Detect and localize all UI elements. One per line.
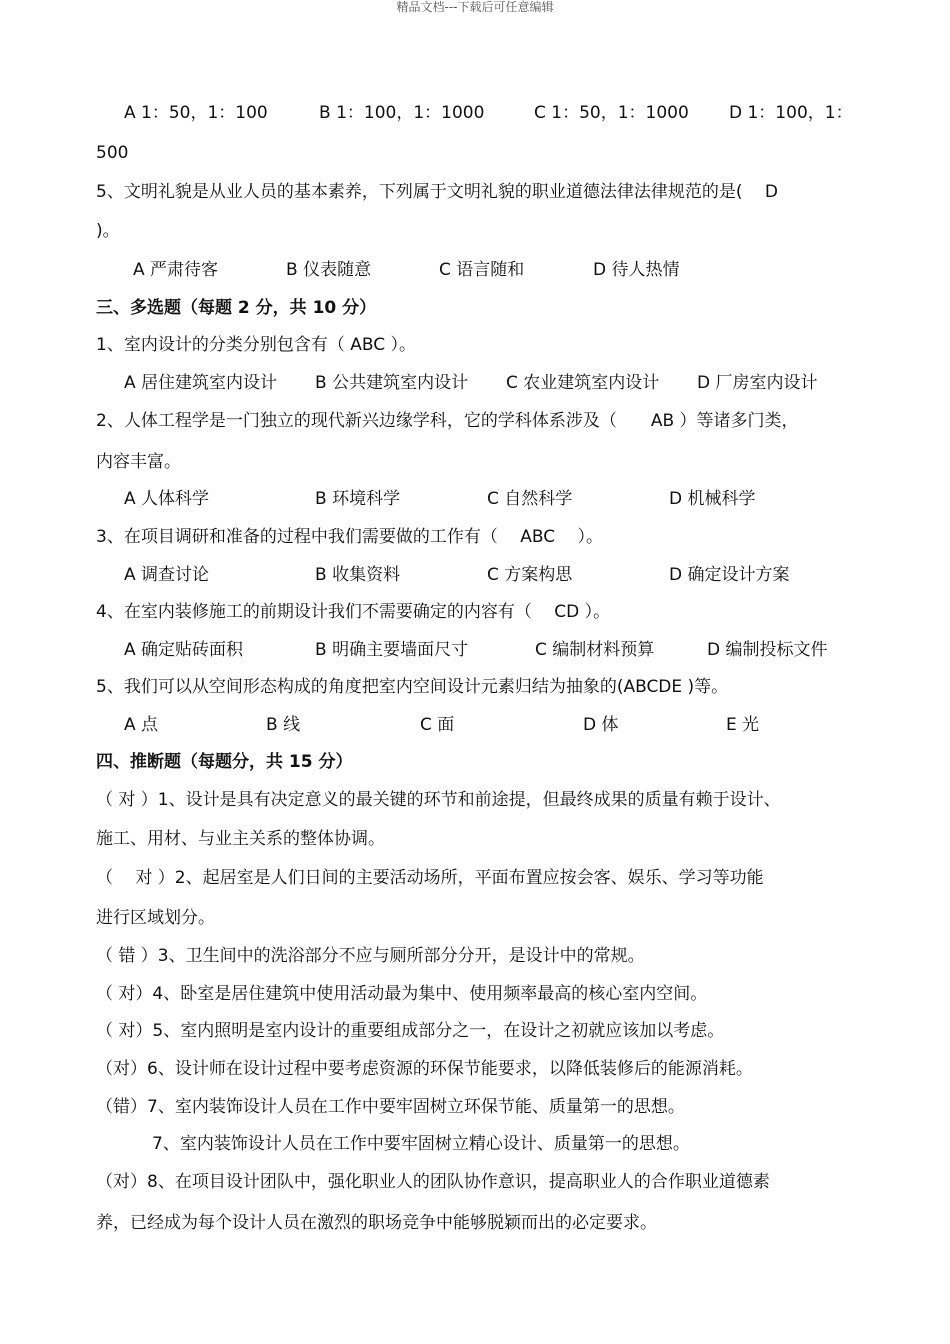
s3-q5-option-c: C 面 <box>420 715 455 735</box>
s3-q5-option-d: D 体 <box>583 715 619 735</box>
s3-q3-option-b: B 收集资料 <box>315 565 401 585</box>
q4-option-b: B 1：100，1：1000 <box>319 103 485 123</box>
s3-q2-option-a: A 人体科学 <box>124 489 210 509</box>
q4-option-c: C 1：50，1：1000 <box>534 103 689 123</box>
section-4-title: 四、推断题（每题分，共 15 分） <box>96 752 353 772</box>
q5-option-a: A 严肃待客 <box>133 260 219 280</box>
q4-option-a: A 1：50，1：100 <box>124 103 268 123</box>
s4-line: （ 对）4、卧室是居住建筑中使用活动最为集中、使用频率最高的核心室内空间。 <box>96 984 708 1004</box>
q5-line-2: )。 <box>96 221 120 241</box>
s4-line: 养，已经成为每个设计人员在激烈的职场竞争中能够脱颖而出的必定要求。 <box>96 1213 657 1233</box>
s4-line: （ 对）5、室内照明是室内设计的重要组成部分之一，在设计之初就应该加以考虑。 <box>96 1021 725 1041</box>
s3-q4-option-d: D 编制投标文件 <box>707 640 828 660</box>
s3-q3-text: 3、在项目调研和准备的过程中我们需要做的工作有（ ABC ）。 <box>96 527 603 547</box>
s3-q5-text: 5、我们可以从空间形态构成的角度把室内空间设计元素归结为抽象的(ABCDE )等。 <box>96 677 729 697</box>
s3-q2-line-2: 内容丰富。 <box>96 452 181 472</box>
s3-q4-text: 4、在室内装修施工的前期设计我们不需要确定的内容有（ CD ）。 <box>96 602 611 622</box>
s4-line-indented: 7、室内装饰设计人员在工作中要牢固树立精心设计、质量第一的思想。 <box>152 1134 690 1154</box>
q4-option-d-cont: 500 <box>96 143 129 163</box>
s3-q1-option-d: D 厂房室内设计 <box>697 373 818 393</box>
s3-q2-line-1: 2、人体工程学是一门独立的现代新兴边缘学科，它的学科体系涉及（ AB ）等诸多门类， <box>96 411 799 431</box>
s3-q3-option-a: A 调查讨论 <box>124 565 210 585</box>
s4-line: （对）6、设计师在设计过程中要考虑资源的环保节能要求，以降低装修后的能源消耗。 <box>96 1059 753 1079</box>
s3-q1-option-a: A 居住建筑室内设计 <box>124 373 278 393</box>
s3-q5-option-b: B 线 <box>266 715 301 735</box>
s3-q2-option-c: C 自然科学 <box>487 489 573 509</box>
q5-option-b: B 仪表随意 <box>286 260 372 280</box>
q5-line-1: 5、文明礼貌是从业人员的基本素养，下列属于文明礼貌的职业道德法律法律规范的是( D <box>96 182 778 202</box>
page-header: 精品文档---下载后可任意编辑 <box>396 0 554 14</box>
q5-option-d: D 待人热情 <box>593 260 680 280</box>
s3-q4-option-b: B 明确主要墙面尺寸 <box>315 640 469 660</box>
s4-line: （ 对 ）1、设计是具有决定意义的最关键的环节和前途提，但最终成果的质量有赖于设计、 <box>96 790 781 810</box>
s3-q3-option-c: C 方案构思 <box>487 565 573 585</box>
s4-line: （ 对 ）2、起居室是人们日间的主要活动场所，平面布置应按会客、娱乐、学习等功能 <box>96 868 764 888</box>
s3-q1-option-b: B 公共建筑室内设计 <box>315 373 469 393</box>
s3-q4-option-a: A 确定贴砖面积 <box>124 640 244 660</box>
s3-q3-option-d: D 确定设计方案 <box>669 565 790 585</box>
section-3-title: 三、多选题（每题 2 分，共 10 分） <box>96 298 377 318</box>
s3-q4-option-c: C 编制材料预算 <box>535 640 655 660</box>
s3-q5-option-a: A 点 <box>124 715 159 735</box>
q4-option-d: D 1：100，1： <box>729 103 853 123</box>
s4-line: 施工、用材、与业主关系的整体协调。 <box>96 829 385 849</box>
s4-line: （ 错 ）3、卫生间中的洗浴部分不应与厕所部分分开，是设计中的常规。 <box>96 946 645 966</box>
s4-line: （对）8、在项目设计团队中，强化职业人的团队协作意识，提高职业人的合作职业道德素 <box>96 1172 770 1192</box>
s3-q5-option-e: E 光 <box>726 715 760 735</box>
s3-q2-option-b: B 环境科学 <box>315 489 401 509</box>
s4-line: （错）7、室内装饰设计人员在工作中要牢固树立环保节能、质量第一的思想。 <box>96 1097 685 1117</box>
s3-q1-text: 1、室内设计的分类分别包含有（ ABC ）。 <box>96 335 416 355</box>
s4-line: 进行区域划分。 <box>96 908 215 928</box>
q5-option-c: C 语言随和 <box>439 260 525 280</box>
s3-q2-option-d: D 机械科学 <box>669 489 756 509</box>
s3-q1-option-c: C 农业建筑室内设计 <box>506 373 660 393</box>
